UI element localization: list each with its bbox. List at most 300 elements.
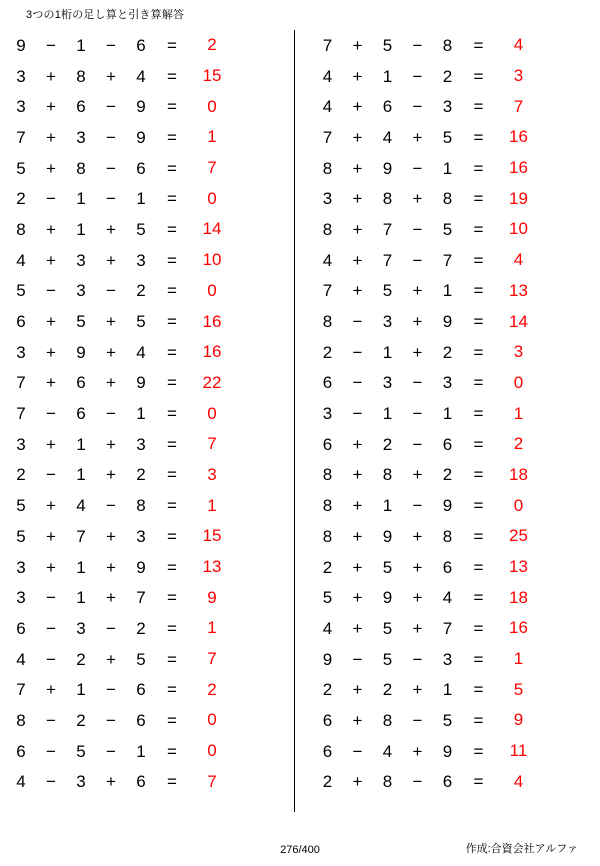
problem-row — [314, 337, 600, 368]
operand-1: 7 — [16, 404, 26, 424]
operator-2: − — [412, 496, 423, 516]
answer-value: 16 — [509, 618, 528, 638]
operator-2: + — [412, 526, 423, 546]
operand-1: 2 — [322, 772, 333, 792]
problem-row — [314, 705, 600, 736]
problem-row — [314, 183, 600, 214]
operator-2: − — [106, 158, 116, 178]
equals-sign: = — [167, 434, 177, 454]
equals-sign: = — [167, 342, 177, 362]
operand-2: 4 — [76, 496, 86, 516]
operator-1: + — [352, 772, 363, 792]
operator-1: + — [352, 250, 363, 270]
operand-3: 6 — [136, 35, 146, 55]
operator-1: − — [46, 465, 56, 485]
operator-2: + — [106, 66, 116, 86]
operator-1: + — [352, 465, 363, 485]
problem-row — [314, 674, 600, 705]
operator-2: + — [106, 465, 116, 485]
answer-value: 7 — [207, 771, 217, 791]
operand-1: 5 — [16, 496, 26, 516]
answer-value: 15 — [202, 526, 222, 546]
operator-1: − — [46, 772, 56, 792]
operator-2: − — [412, 404, 423, 424]
problem-row — [8, 736, 294, 767]
equals-sign: = — [167, 97, 177, 117]
equals-sign: = — [473, 342, 484, 362]
operator-1: − — [352, 404, 363, 424]
equals-sign: = — [167, 526, 177, 546]
operand-1: 8 — [322, 312, 333, 332]
operand-1: 4 — [322, 250, 333, 270]
equals-sign: = — [167, 281, 177, 301]
problem-row — [314, 767, 600, 798]
operator-2: + — [412, 618, 423, 638]
operator-1: + — [352, 434, 363, 454]
operator-2: + — [106, 250, 116, 270]
operand-2: 1 — [76, 189, 86, 209]
answer-value: 4 — [513, 35, 524, 55]
operand-2: 1 — [382, 404, 393, 424]
operator-2: + — [106, 434, 116, 454]
operand-1: 4 — [322, 618, 333, 638]
operator-2: + — [106, 557, 116, 577]
operator-1: − — [46, 588, 56, 608]
operand-2: 6 — [76, 97, 86, 117]
operand-3: 6 — [442, 772, 453, 792]
operand-1: 8 — [16, 710, 26, 730]
operand-2: 8 — [382, 772, 393, 792]
operator-2: − — [412, 250, 423, 270]
answer-value: 0 — [207, 741, 217, 761]
operand-3: 6 — [442, 557, 453, 577]
operator-1: + — [46, 219, 56, 239]
operand-1: 7 — [322, 127, 333, 147]
operand-2: 5 — [382, 618, 393, 638]
operand-2: 2 — [382, 434, 393, 454]
operand-2: 5 — [382, 281, 393, 301]
problem-row — [8, 306, 294, 337]
problem-row — [8, 552, 294, 583]
operator-2: + — [106, 588, 116, 608]
operand-3: 2 — [136, 618, 146, 638]
equals-sign: = — [167, 250, 177, 270]
operator-2: + — [412, 342, 423, 362]
operand-1: 5 — [16, 526, 26, 546]
answer-value: 0 — [513, 372, 524, 392]
equals-sign: = — [473, 281, 484, 301]
problem-row — [8, 398, 294, 429]
equals-sign: = — [167, 618, 177, 638]
operand-1: 8 — [16, 219, 26, 239]
answer-value: 16 — [202, 342, 222, 362]
equals-sign: = — [167, 66, 177, 86]
problem-row — [8, 521, 294, 552]
answer-value: 0 — [513, 495, 524, 515]
operand-2: 1 — [76, 680, 86, 700]
operand-2: 5 — [76, 741, 86, 761]
operator-1: − — [46, 281, 56, 301]
problem-row — [8, 30, 294, 61]
operand-3: 1 — [442, 158, 453, 178]
answer-value: 0 — [207, 280, 217, 300]
operand-2: 3 — [76, 618, 86, 638]
operand-3: 5 — [136, 312, 146, 332]
operand-3: 1 — [136, 741, 146, 761]
problem-row — [314, 613, 600, 644]
operand-2: 8 — [76, 66, 86, 86]
equals-sign: = — [473, 465, 484, 485]
operand-1: 8 — [322, 465, 333, 485]
problem-row — [314, 736, 600, 767]
answer-value: 2 — [513, 434, 524, 454]
operator-2: + — [106, 342, 116, 362]
operator-1: + — [46, 434, 56, 454]
problem-row — [8, 368, 294, 399]
operator-1: + — [352, 618, 363, 638]
operator-1: − — [46, 710, 56, 730]
operator-1: + — [46, 250, 56, 270]
problem-row — [8, 61, 294, 92]
operator-2: + — [412, 312, 423, 332]
operand-1: 3 — [16, 588, 26, 608]
equals-sign: = — [167, 189, 177, 209]
operand-1: 3 — [16, 557, 26, 577]
problem-row — [314, 61, 600, 92]
problem-row — [8, 153, 294, 184]
operator-1: − — [46, 741, 56, 761]
equals-sign: = — [473, 680, 484, 700]
problem-row — [314, 30, 600, 61]
operator-2: + — [412, 557, 423, 577]
problem-row — [314, 429, 600, 460]
operator-1: + — [352, 557, 363, 577]
problem-row — [8, 767, 294, 798]
operand-2: 5 — [382, 35, 393, 55]
operator-1: − — [352, 649, 363, 669]
problem-row — [314, 521, 600, 552]
answer-value: 16 — [202, 311, 222, 331]
problem-row — [314, 245, 600, 276]
answer-value: 14 — [509, 311, 528, 331]
answer-value: 10 — [202, 250, 222, 270]
answer-value: 0 — [207, 403, 217, 423]
operator-2: + — [106, 312, 116, 332]
operand-1: 2 — [322, 557, 333, 577]
operator-1: + — [352, 127, 363, 147]
answer-value: 4 — [513, 250, 524, 270]
operator-2: − — [106, 496, 116, 516]
operand-2: 1 — [76, 557, 86, 577]
operator-1: + — [46, 373, 56, 393]
operand-1: 6 — [322, 741, 333, 761]
operator-2: − — [412, 158, 423, 178]
operand-2: 7 — [76, 526, 86, 546]
operator-1: − — [46, 649, 56, 669]
operator-1: + — [46, 127, 56, 147]
operand-2: 3 — [76, 281, 86, 301]
problem-row — [314, 582, 600, 613]
operand-1: 6 — [16, 741, 26, 761]
problem-row — [8, 613, 294, 644]
operand-3: 1 — [442, 404, 453, 424]
problem-row — [314, 460, 600, 491]
operand-2: 2 — [76, 649, 86, 669]
answer-value: 19 — [509, 188, 528, 208]
operand-3: 3 — [136, 434, 146, 454]
answer-value: 4 — [513, 771, 524, 791]
operator-1: + — [352, 97, 363, 117]
operand-2: 6 — [76, 404, 86, 424]
problem-row — [314, 153, 600, 184]
operand-2: 7 — [382, 250, 393, 270]
operator-1: − — [46, 404, 56, 424]
operator-2: − — [106, 97, 116, 117]
operand-1: 5 — [16, 281, 26, 301]
answer-value: 2 — [207, 679, 217, 699]
equals-sign: = — [473, 97, 484, 117]
equals-sign: = — [167, 312, 177, 332]
equals-sign: = — [473, 496, 484, 516]
answer-value: 0 — [207, 710, 217, 730]
problem-row — [314, 552, 600, 583]
operand-3: 2 — [136, 465, 146, 485]
equals-sign: = — [473, 557, 484, 577]
problem-row — [8, 429, 294, 460]
problem-row — [314, 122, 600, 153]
operand-2: 6 — [382, 97, 393, 117]
operand-2: 9 — [382, 588, 393, 608]
operand-2: 2 — [382, 680, 393, 700]
operand-1: 6 — [322, 434, 333, 454]
operator-1: + — [46, 66, 56, 86]
column-divider — [294, 30, 295, 812]
equals-sign: = — [167, 772, 177, 792]
operand-3: 6 — [136, 680, 146, 700]
operand-3: 2 — [442, 66, 453, 86]
answer-value: 3 — [513, 66, 524, 86]
problem-row — [314, 398, 600, 429]
equals-sign: = — [473, 772, 484, 792]
equals-sign: = — [167, 219, 177, 239]
operand-2: 1 — [382, 342, 393, 362]
operand-2: 8 — [76, 158, 86, 178]
equals-sign: = — [473, 158, 484, 178]
operand-2: 1 — [76, 219, 86, 239]
operator-2: − — [412, 219, 423, 239]
operand-3: 4 — [136, 342, 146, 362]
operator-1: − — [352, 312, 363, 332]
operand-3: 7 — [442, 618, 453, 638]
operand-2: 1 — [76, 588, 86, 608]
operand-1: 7 — [322, 281, 333, 301]
equals-sign: = — [167, 35, 177, 55]
answer-value: 1 — [513, 649, 524, 669]
operand-2: 7 — [382, 219, 393, 239]
operand-2: 8 — [382, 710, 393, 730]
equals-sign: = — [167, 127, 177, 147]
operator-1: + — [352, 496, 363, 516]
operator-1: − — [352, 741, 363, 761]
operand-2: 3 — [76, 250, 86, 270]
operand-2: 5 — [76, 312, 86, 332]
answer-value: 0 — [207, 188, 217, 208]
equals-sign: = — [167, 557, 177, 577]
footer-credit: 作成:合資会社アルファ — [465, 843, 578, 855]
answer-value: 1 — [207, 495, 217, 515]
operator-1: − — [46, 189, 56, 209]
equals-sign: = — [167, 158, 177, 178]
problem-row — [314, 91, 600, 122]
operand-1: 2 — [16, 189, 26, 209]
operand-3: 6 — [136, 710, 146, 730]
operand-3: 8 — [442, 526, 453, 546]
operand-3: 3 — [136, 250, 146, 270]
answer-value: 1 — [207, 127, 217, 147]
operator-2: − — [412, 434, 423, 454]
answer-value: 7 — [207, 158, 217, 178]
answer-value: 2 — [207, 35, 217, 55]
operator-1: + — [352, 219, 363, 239]
operator-2: − — [412, 35, 423, 55]
answer-value: 16 — [509, 158, 528, 178]
equals-sign: = — [473, 526, 484, 546]
operator-2: + — [412, 127, 423, 147]
answer-value: 14 — [202, 219, 222, 239]
operator-2: + — [412, 741, 423, 761]
operand-2: 1 — [76, 434, 86, 454]
problem-row — [314, 490, 600, 521]
operator-2: − — [106, 680, 116, 700]
operand-1: 9 — [16, 35, 26, 55]
equals-sign: = — [473, 312, 484, 332]
equals-sign: = — [473, 250, 484, 270]
operand-3: 8 — [442, 35, 453, 55]
operator-1: + — [46, 158, 56, 178]
operand-2: 3 — [382, 312, 393, 332]
equals-sign: = — [167, 649, 177, 669]
answer-value: 7 — [513, 96, 524, 116]
operator-1: − — [46, 35, 56, 55]
equals-sign: = — [473, 710, 484, 730]
operator-1: + — [352, 66, 363, 86]
operand-3: 8 — [442, 189, 453, 209]
operator-1: + — [352, 158, 363, 178]
operand-2: 9 — [76, 342, 86, 362]
operator-1: + — [46, 496, 56, 516]
operator-1: − — [352, 373, 363, 393]
problem-row — [8, 245, 294, 276]
operand-3: 1 — [136, 404, 146, 424]
problem-row — [8, 91, 294, 122]
answer-value: 1 — [513, 403, 524, 423]
answer-value: 1 — [207, 618, 217, 638]
operator-2: − — [106, 189, 116, 209]
operand-1: 4 — [16, 649, 26, 669]
operand-1: 6 — [16, 312, 26, 332]
operand-3: 5 — [442, 219, 453, 239]
operand-1: 4 — [322, 66, 333, 86]
equals-sign: = — [167, 741, 177, 761]
operand-3: 7 — [136, 588, 146, 608]
operand-3: 8 — [136, 496, 146, 516]
operand-3: 9 — [136, 97, 146, 117]
operand-1: 7 — [322, 35, 333, 55]
operand-3: 1 — [442, 281, 453, 301]
operator-1: + — [352, 710, 363, 730]
operand-3: 4 — [136, 66, 146, 86]
operand-1: 5 — [16, 158, 26, 178]
page-title: 3つの1桁の足し算と引き算解答 — [26, 9, 185, 21]
operand-3: 2 — [442, 465, 453, 485]
operator-2: − — [412, 772, 423, 792]
answer-value: 13 — [509, 557, 528, 577]
operand-3: 1 — [136, 189, 146, 209]
operand-3: 6 — [442, 434, 453, 454]
operand-2: 8 — [382, 465, 393, 485]
operand-1: 6 — [16, 618, 26, 638]
operand-3: 1 — [442, 680, 453, 700]
answer-value: 13 — [202, 557, 222, 577]
operator-2: + — [412, 680, 423, 700]
operand-3: 9 — [136, 557, 146, 577]
operator-1: + — [46, 680, 56, 700]
operand-2: 3 — [76, 127, 86, 147]
operator-2: + — [106, 373, 116, 393]
operand-3: 3 — [442, 97, 453, 117]
operator-1: + — [46, 312, 56, 332]
operand-1: 3 — [16, 342, 26, 362]
operand-1: 3 — [322, 404, 333, 424]
operator-2: + — [412, 588, 423, 608]
operand-2: 1 — [76, 35, 86, 55]
operator-1: + — [352, 588, 363, 608]
operand-1: 7 — [16, 127, 26, 147]
operand-1: 3 — [16, 97, 26, 117]
operand-1: 6 — [322, 710, 333, 730]
operand-1: 7 — [16, 680, 26, 700]
equals-sign: = — [167, 496, 177, 516]
operand-2: 9 — [382, 158, 393, 178]
equals-sign: = — [473, 373, 484, 393]
operand-1: 4 — [16, 250, 26, 270]
operand-1: 4 — [322, 97, 333, 117]
answer-value: 9 — [513, 710, 524, 730]
problem-row — [314, 306, 600, 337]
equals-sign: = — [473, 618, 484, 638]
operand-2: 8 — [382, 189, 393, 209]
operand-3: 3 — [442, 649, 453, 669]
operator-2: + — [106, 526, 116, 546]
operand-3: 9 — [136, 373, 146, 393]
operator-2: + — [412, 281, 423, 301]
answer-value: 0 — [207, 96, 217, 116]
operator-2: − — [106, 618, 116, 638]
operand-2: 5 — [382, 557, 393, 577]
problem-row — [8, 460, 294, 491]
operand-1: 6 — [322, 373, 333, 393]
answer-value: 3 — [513, 342, 524, 362]
operand-1: 8 — [322, 526, 333, 546]
answer-value: 22 — [202, 372, 222, 392]
operand-1: 7 — [16, 373, 26, 393]
operator-1: − — [46, 618, 56, 638]
operator-2: − — [106, 710, 116, 730]
operand-1: 2 — [322, 680, 333, 700]
answer-value: 7 — [207, 434, 217, 454]
operand-1: 4 — [16, 772, 26, 792]
operand-1: 2 — [16, 465, 26, 485]
